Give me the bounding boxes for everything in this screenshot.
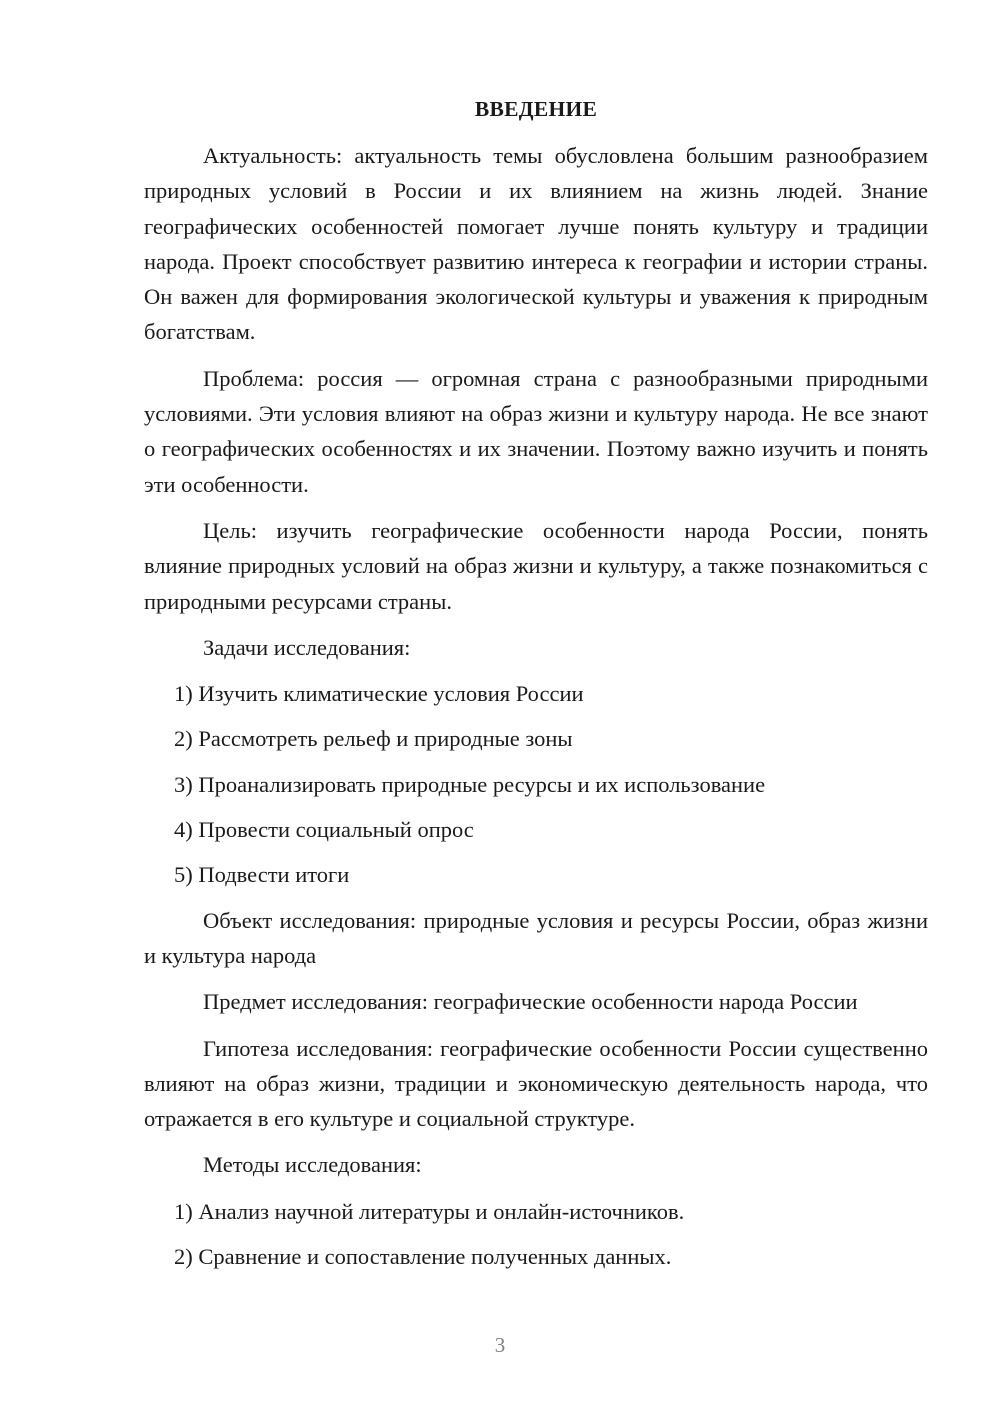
methods-heading: Методы исследования: <box>203 1152 422 1178</box>
document-body <box>144 94 928 1284</box>
goal-paragraph: Цель: изучить географические особенности народа России, понять влияние природных условий на образ жизни и культуру, а также познакомиться с природными ресурсами страны. <box>144 517 928 614</box>
page-title: ВВЕДЕНИЕ <box>474 97 598 121</box>
method-item: 1) Анализ научной литературы и онлайн-источников. <box>174 1198 685 1224</box>
page-number: 3 <box>494 1333 506 1357</box>
method-item: 2) Сравнение и сопоставление полученных данных. <box>174 1244 672 1270</box>
object-paragraph: Объект исследования: природные условия и ресурсы России, образ жизни и культура народа <box>144 907 928 968</box>
relevance-paragraph: Актуальность: актуальность темы обусловлена большим разнообразием природных условий в России и их влиянием на жизнь людей. Знание географических особенностей помогает лучше понять культуру и традиции народа. Проект способствует развитию интереса к географии и истории страны. Он важен для формирования экологической культуры и уважения к природным богатствам. <box>144 143 928 345</box>
task-item: 3) Проанализировать природные ресурсы и их использование <box>174 771 766 797</box>
task-item: 5) Подвести итоги <box>174 862 350 888</box>
task-item: 4) Провести социальный опрос <box>174 817 474 843</box>
tasks-list <box>144 676 928 892</box>
hypothesis-paragraph: Гипотеза исследования: географические особенности России существенно влияют на образ жизни, традиции и экономическую деятельность народа, что отражается в его культуре и социальной структуре. <box>144 1035 928 1132</box>
subject-paragraph: Предмет исследования: географические особенности народа России <box>203 989 858 1015</box>
tasks-heading: Задачи исследования: <box>203 634 411 660</box>
methods-list <box>144 1194 928 1275</box>
problem-paragraph: Проблема: россия — огромная страна с разнообразными природными условиями. Эти условия влияют на образ жизни и культуру народа. Не все знают о географических особенностях и их значении. Поэтому важно изучить и понять эти особенности. <box>144 365 928 497</box>
task-item: 2) Рассмотреть рельеф и природные зоны <box>174 726 573 752</box>
task-item: 1) Изучить климатические условия России <box>174 681 584 707</box>
